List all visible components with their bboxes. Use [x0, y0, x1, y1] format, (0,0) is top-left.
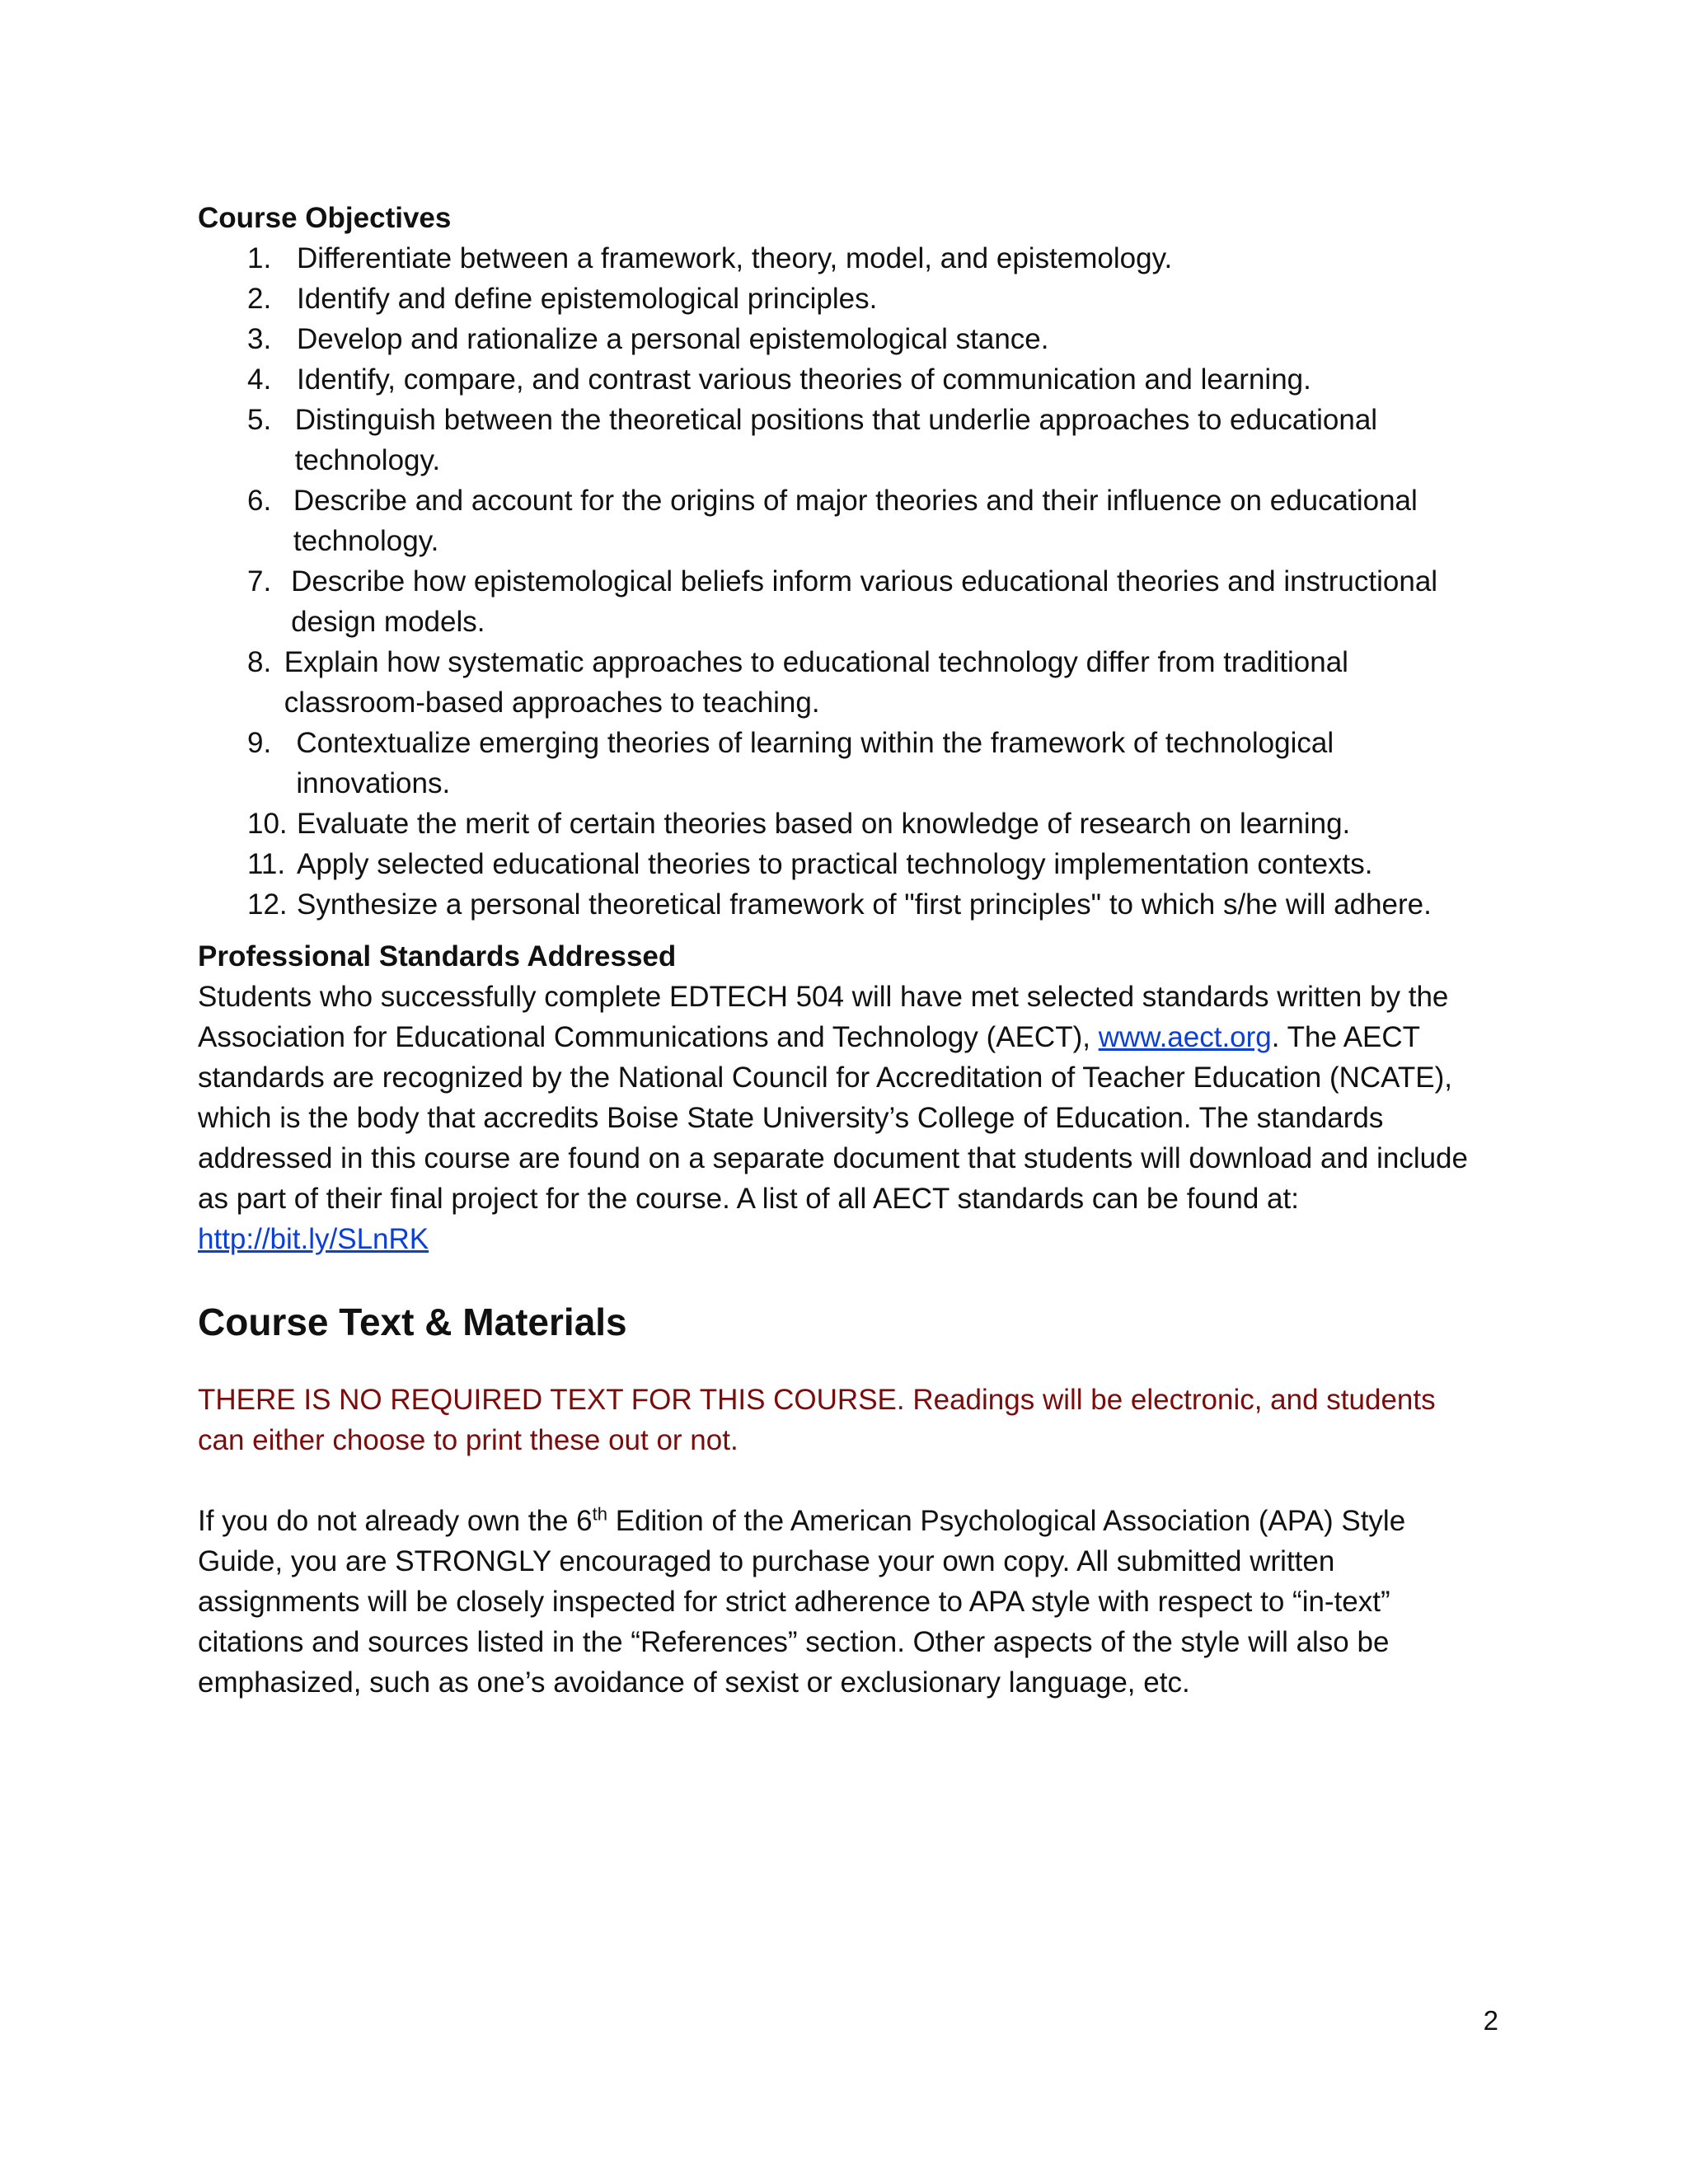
standards-text-1: Students who successfully complete EDTECH 504 will have met selected standards written by the Association for Educational Communications and Technology (AECT),	[198, 981, 1449, 1053]
objective-text: Differentiate between a framework, theory, model, and epistemology.	[297, 242, 1173, 274]
course-text-materials-section	[198, 1297, 1484, 1703]
objective-number: 5.	[247, 404, 272, 436]
apa-superscript: th	[592, 1503, 608, 1525]
objective-item	[198, 561, 1484, 642]
apa-style-paragraph	[198, 1501, 1484, 1703]
objective-item	[198, 480, 1484, 561]
aect-link[interactable]: www.aect.org	[1098, 1021, 1272, 1053]
course-objectives-heading: Course Objectives	[198, 202, 452, 234]
objective-item	[198, 642, 1484, 723]
professional-standards-heading: Professional Standards Addressed	[198, 940, 677, 972]
objective-item	[198, 804, 1484, 844]
objective-text: Evaluate the merit of certain theories based on knowledge of research on learning.	[297, 808, 1351, 840]
objective-text: Synthesize a personal theoretical framework of "first principles" to which s/he will adhere.	[297, 888, 1432, 921]
objective-item	[198, 723, 1484, 804]
apa-text-2: Edition of the American Psychological Association (APA) Style Guide, you are STRONGLY encouraged to purchase your own copy. All submitted written assignments will be closely inspected for strict adherence to APA style with respect to “in-text” citations and sources listed in the “References” section. Other aspects of the style will also be emphasized, such as one’s avoidance of sexist or exclusionary language, etc.	[198, 1505, 1406, 1699]
objective-text: Explain how systematic approaches to educational technology differ from traditional classroom-based approaches to teaching.	[284, 646, 1348, 719]
objective-number: 11.	[247, 848, 286, 880]
objective-number: 1.	[247, 242, 272, 274]
standards-text-2: . The AECT standards are recognized by the National Council for Accreditation of Teacher Education (NCATE), which is the body that accredits Boise State University’s College of Education. The standards addressed in this course are found on a separate document that students will download and include as part of their final project for the course. A list of all AECT standards can be found at:	[198, 1021, 1468, 1215]
objective-text: Contextualize emerging theories of learning within the framework of technological innovations.	[296, 727, 1334, 799]
objective-text: Identify and define epistemological principles.	[297, 283, 878, 315]
objective-number: 7.	[247, 565, 272, 598]
professional-standards-section	[198, 936, 1484, 1259]
objective-text: Describe how epistemological beliefs inform various educational theories and instructional design models.	[291, 565, 1438, 638]
objective-item	[198, 279, 1484, 319]
objective-text: Develop and rationalize a personal epistemological stance.	[297, 323, 1049, 355]
objective-number: 9.	[247, 727, 272, 759]
objective-text: Distinguish between the theoretical positions that underlie approaches to educational technology.	[294, 404, 1378, 476]
objective-text: Describe and account for the origins of major theories and their influence on educational technology.	[293, 485, 1418, 557]
aect-standards-list-link[interactable]: http://bit.ly/SLnRK	[198, 1223, 429, 1255]
objective-text: Identify, compare, and contrast various theories of communication and learning.	[297, 363, 1311, 396]
objective-item	[198, 884, 1484, 925]
objective-text: Apply selected educational theories to practical technology implementation contexts.	[297, 848, 1373, 880]
objective-number: 3.	[247, 323, 272, 355]
objective-number: 12.	[247, 888, 288, 921]
professional-standards-paragraph	[198, 977, 1484, 1259]
objectives-list	[198, 238, 1484, 925]
objective-number: 10.	[247, 808, 288, 840]
course-objectives-section	[198, 198, 1484, 925]
document-page	[198, 198, 1484, 1703]
course-text-materials-heading: Course Text & Materials	[198, 1301, 627, 1343]
objective-item	[198, 359, 1484, 400]
apa-text-1: If you do not already own the 6	[198, 1505, 593, 1537]
objective-number: 8.	[247, 646, 272, 678]
objective-item	[198, 400, 1484, 480]
objective-number: 4.	[247, 363, 272, 396]
objective-number: 2.	[247, 283, 272, 315]
objective-item	[198, 844, 1484, 884]
objective-item	[198, 319, 1484, 359]
page-number: 2	[1483, 2005, 1498, 2036]
objective-number: 6.	[247, 485, 272, 517]
no-required-text-notice: THERE IS NO REQUIRED TEXT FOR THIS COURSE. Readings will be electronic, and students can either choose to print these out or not.	[198, 1384, 1436, 1456]
objective-item	[198, 238, 1484, 279]
